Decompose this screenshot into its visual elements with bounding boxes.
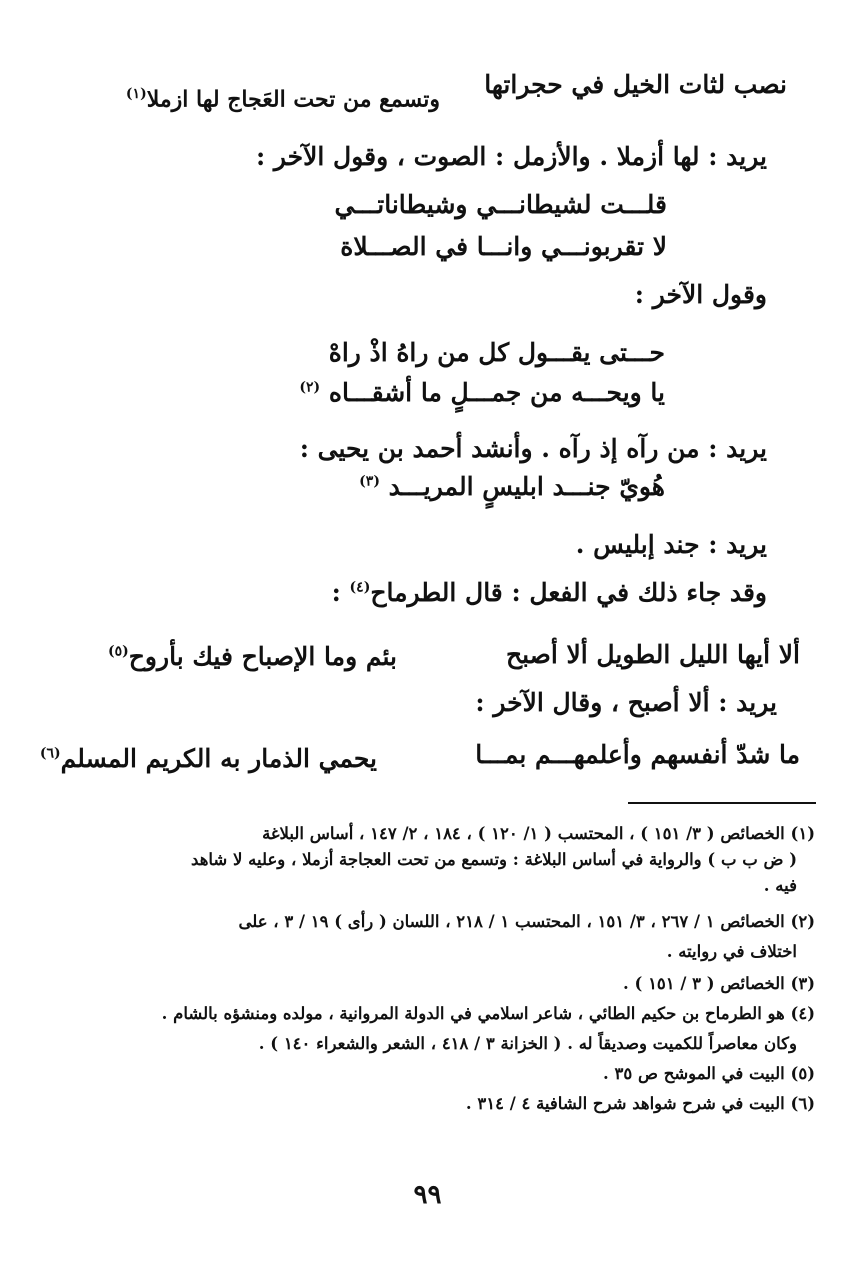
footnote-4-line-2: وكان معاصراً للكميت وصديقاً له . ( الخزانة ٣ / ٤١٨ ، الشعر والشعراء ١٤٠ ) . <box>258 1034 797 1053</box>
verse-1-second-hemistich-text: وتسمع من تحت العَجاج لها ازملا <box>146 86 440 113</box>
verse-4-line <box>359 472 665 501</box>
verse-5-second-hemistich <box>108 642 397 671</box>
verse-6-second-hemistich <box>40 744 377 773</box>
footnote-5: (٥) البيت في الموشح ص ٣٥ . <box>603 1064 815 1083</box>
footnote-2-line-1: (٢) الخصائص ١ / ٢٦٧ ، ٣/ ١٥١ ، المحتسب ١ / ٢١٨ ، اللسان ( رأى ) ١٩ / ٣ ، على <box>238 912 815 931</box>
footnote-3: (٣) الخصائص ( ٣ / ١٥١ ) . <box>623 974 815 993</box>
verse-1-second-hemistich <box>126 86 440 112</box>
verse-3-line-2-text: يا ويحـــه من جمـــلٍ ما أشقـــاه <box>328 378 665 407</box>
verse-3-line-1: حـــتى يقـــول كل من راهُ اذْ راهْ <box>328 338 665 367</box>
verse-4-explanation: يريد : جند إبليس . <box>575 530 767 559</box>
verse-4-line-text: هُويّ جنـــد ابليسٍ المريـــد <box>388 472 665 501</box>
footnote-ref-1: (١) <box>125 86 147 102</box>
verse-5-intro-text: وقد جاء ذلك في الفعل : قال الطرماح <box>370 578 767 607</box>
verse-2-line-1: قلـــت لشيطانـــي وشيطاناتـــي <box>334 190 667 219</box>
page-number: ٩٩ <box>413 1180 442 1210</box>
verse-6-second-hemistich-text: يحمي الذمار به الكريم المسلم <box>60 744 377 773</box>
verse-2-line-2: لا تقربونـــي وانـــا في الصـــلاة <box>340 232 667 261</box>
footnote-2-line-2: اختلاف في روايته . <box>666 942 797 961</box>
footnote-1-line-3: فيه . <box>763 876 797 895</box>
footnote-ref-4: (٤) <box>349 579 371 596</box>
footnote-1-line-2: ( ض ب ب ) والرواية في أساس البلاغة : وتسمع من تحت العجاجة أزملا ، وعليه لا شاهد <box>191 850 797 869</box>
footnote-ref-3: (٣) <box>359 473 380 490</box>
verse-3-line-2 <box>299 378 665 407</box>
verse-5-intro <box>332 578 767 607</box>
verse-5-second-hemistich-text: بئم وما الإصباح فيك بأروح <box>128 642 397 671</box>
verse-1-first-hemistich: نصب لثات الخيل في حجراتها <box>484 70 787 99</box>
verse-6-intro: يريد : ألا أصبح ، وقال الآخر : <box>475 688 777 717</box>
footnote-ref-5: (٥) <box>108 643 129 660</box>
verse-2-intro-next: وقول الآخر : <box>634 280 767 309</box>
footnote-ref-2: (٢) <box>299 379 321 396</box>
verse-5-intro-colon: : <box>331 578 341 607</box>
footnote-4-line-1: (٤) هو الطرماح بن حكيم الطائي ، شاعر اسلامي في الدولة المروانية ، مولده ومنشؤه بالشام . <box>161 1004 815 1023</box>
footnote-1-line-1: (١) الخصائص ( ٣/ ١٥١ ) ، المحتسب ( ١/ ١٢٠ ) ، ١٨٤ ، ٢/ ١٤٧ ، أساس البلاغة <box>262 824 815 843</box>
footnote-ref-6: (٦) <box>39 745 61 762</box>
verse-1-explanation: يريد : لها أزملا . والأزمل : الصوت ، وقول الآخر : <box>255 142 767 171</box>
footnote-6: (٦) البيت في شرح شواهد شرح الشافية ٤ / ٣١٤ . <box>465 1094 815 1113</box>
verse-5-first-hemistich: ألا أيها الليل الطويل ألا أصبح <box>505 640 800 669</box>
footnote-separator <box>628 802 816 804</box>
verse-6-first-hemistich: ما شدّ أنفسهم وأعلمهـــم بمـــا <box>475 740 800 769</box>
verse-4-intro: يريد : من رآه إذ رآه . وأنشد أحمد بن يحيى : <box>299 434 767 463</box>
